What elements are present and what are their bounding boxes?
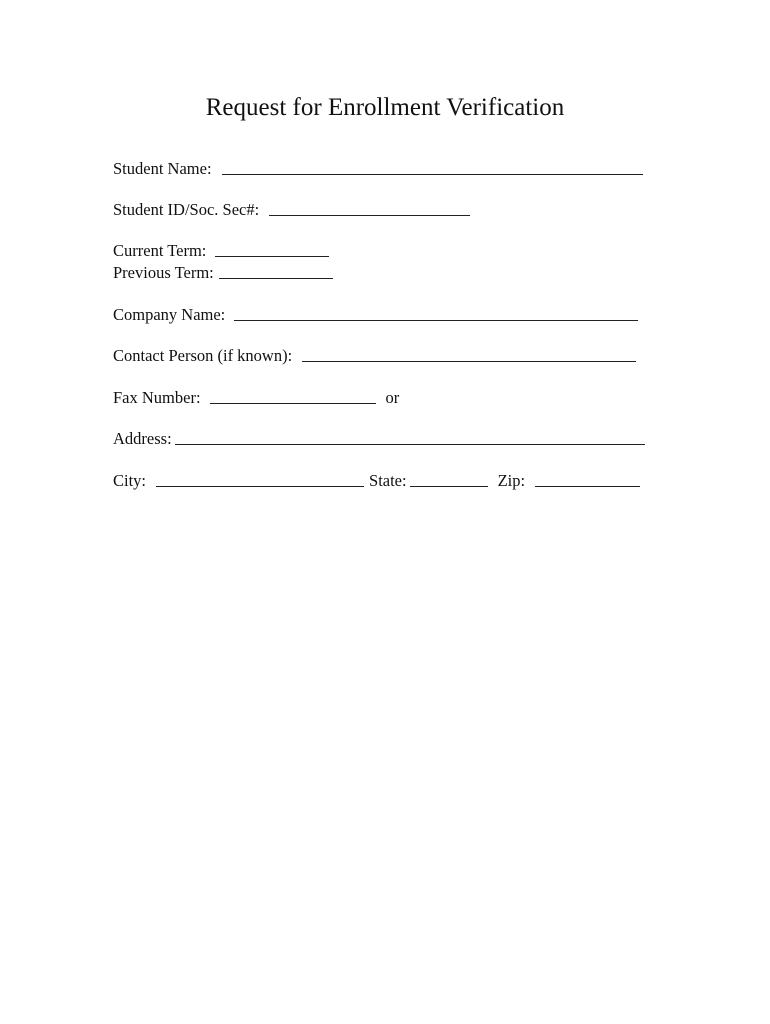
contact-person-field[interactable] (302, 361, 636, 362)
current-term-label: Current Term: (113, 241, 207, 260)
city-field[interactable] (156, 486, 364, 487)
address-row (113, 428, 645, 450)
address-field[interactable] (175, 444, 645, 445)
student-name-field[interactable] (222, 174, 643, 175)
company-name-field[interactable] (234, 320, 638, 321)
company-name-row (113, 304, 638, 326)
city-state-zip-row (113, 470, 640, 492)
student-id-field[interactable] (269, 215, 470, 216)
company-name-label: Company Name: (113, 305, 226, 324)
student-name-row (113, 158, 643, 180)
contact-person-label: Contact Person (if known): (113, 346, 293, 365)
student-name-label: Student Name: (113, 159, 212, 178)
previous-term-label: Previous Term: (113, 263, 214, 282)
state-field[interactable] (410, 486, 488, 487)
contact-person-row (113, 345, 636, 367)
city-label: City: (113, 471, 147, 490)
current-term-field[interactable] (215, 256, 329, 257)
student-id-row (113, 199, 470, 221)
fax-number-field[interactable] (210, 403, 376, 404)
current-term-row (113, 240, 329, 262)
fax-or-text: or (385, 388, 400, 407)
previous-term-row (113, 262, 333, 284)
student-id-label: Student ID/Soc. Sec#: (113, 200, 260, 219)
form-title: Request for Enrollment Verification (205, 94, 565, 121)
zip-field[interactable] (535, 486, 640, 487)
zip-label: Zip: (497, 471, 526, 490)
previous-term-field[interactable] (219, 278, 333, 279)
fax-number-row (113, 387, 399, 409)
state-label: State: (369, 471, 407, 490)
fax-number-label: Fax Number: (113, 388, 201, 407)
address-label: Address: (113, 429, 172, 448)
